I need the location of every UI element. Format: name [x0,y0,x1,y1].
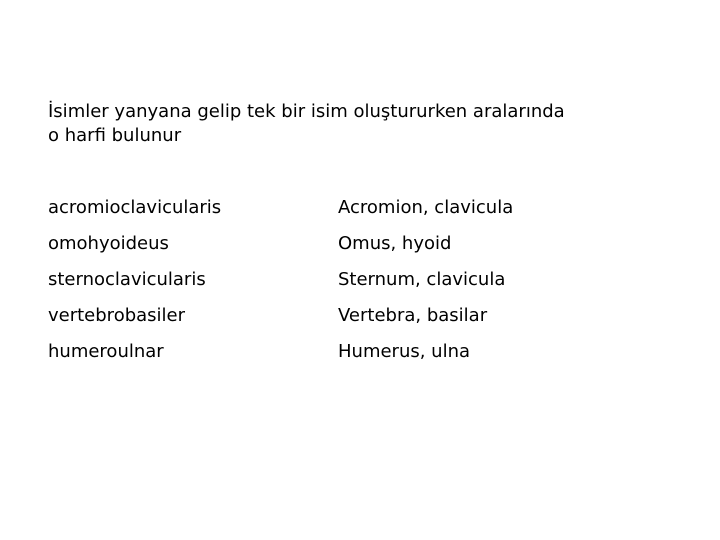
term-origin: Acromion, clavicula [338,197,514,218]
table-row [48,262,513,298]
table-row [48,298,513,334]
slide-heading [48,100,668,148]
compound-term: vertebrobasiler [48,305,186,326]
heading-line-2: o harfi bulunur [48,125,182,146]
term-origin: Vertebra, basilar [338,305,488,326]
table-row [48,334,513,370]
heading-line-1: İsimler yanyana gelip tek bir isim oluştururken aralarında [48,101,565,122]
compound-term: omohyoideus [48,233,169,254]
compound-term: sternoclavicularis [48,269,206,290]
term-origin: Humerus, ulna [338,341,471,362]
table-row [48,226,513,262]
table-row [48,190,513,226]
term-origin: Omus, hyoid [338,233,452,254]
term-table [48,190,513,370]
compound-term: acromioclavicularis [48,197,222,218]
term-origin: Sternum, clavicula [338,269,506,290]
compound-term: humeroulnar [48,341,164,362]
